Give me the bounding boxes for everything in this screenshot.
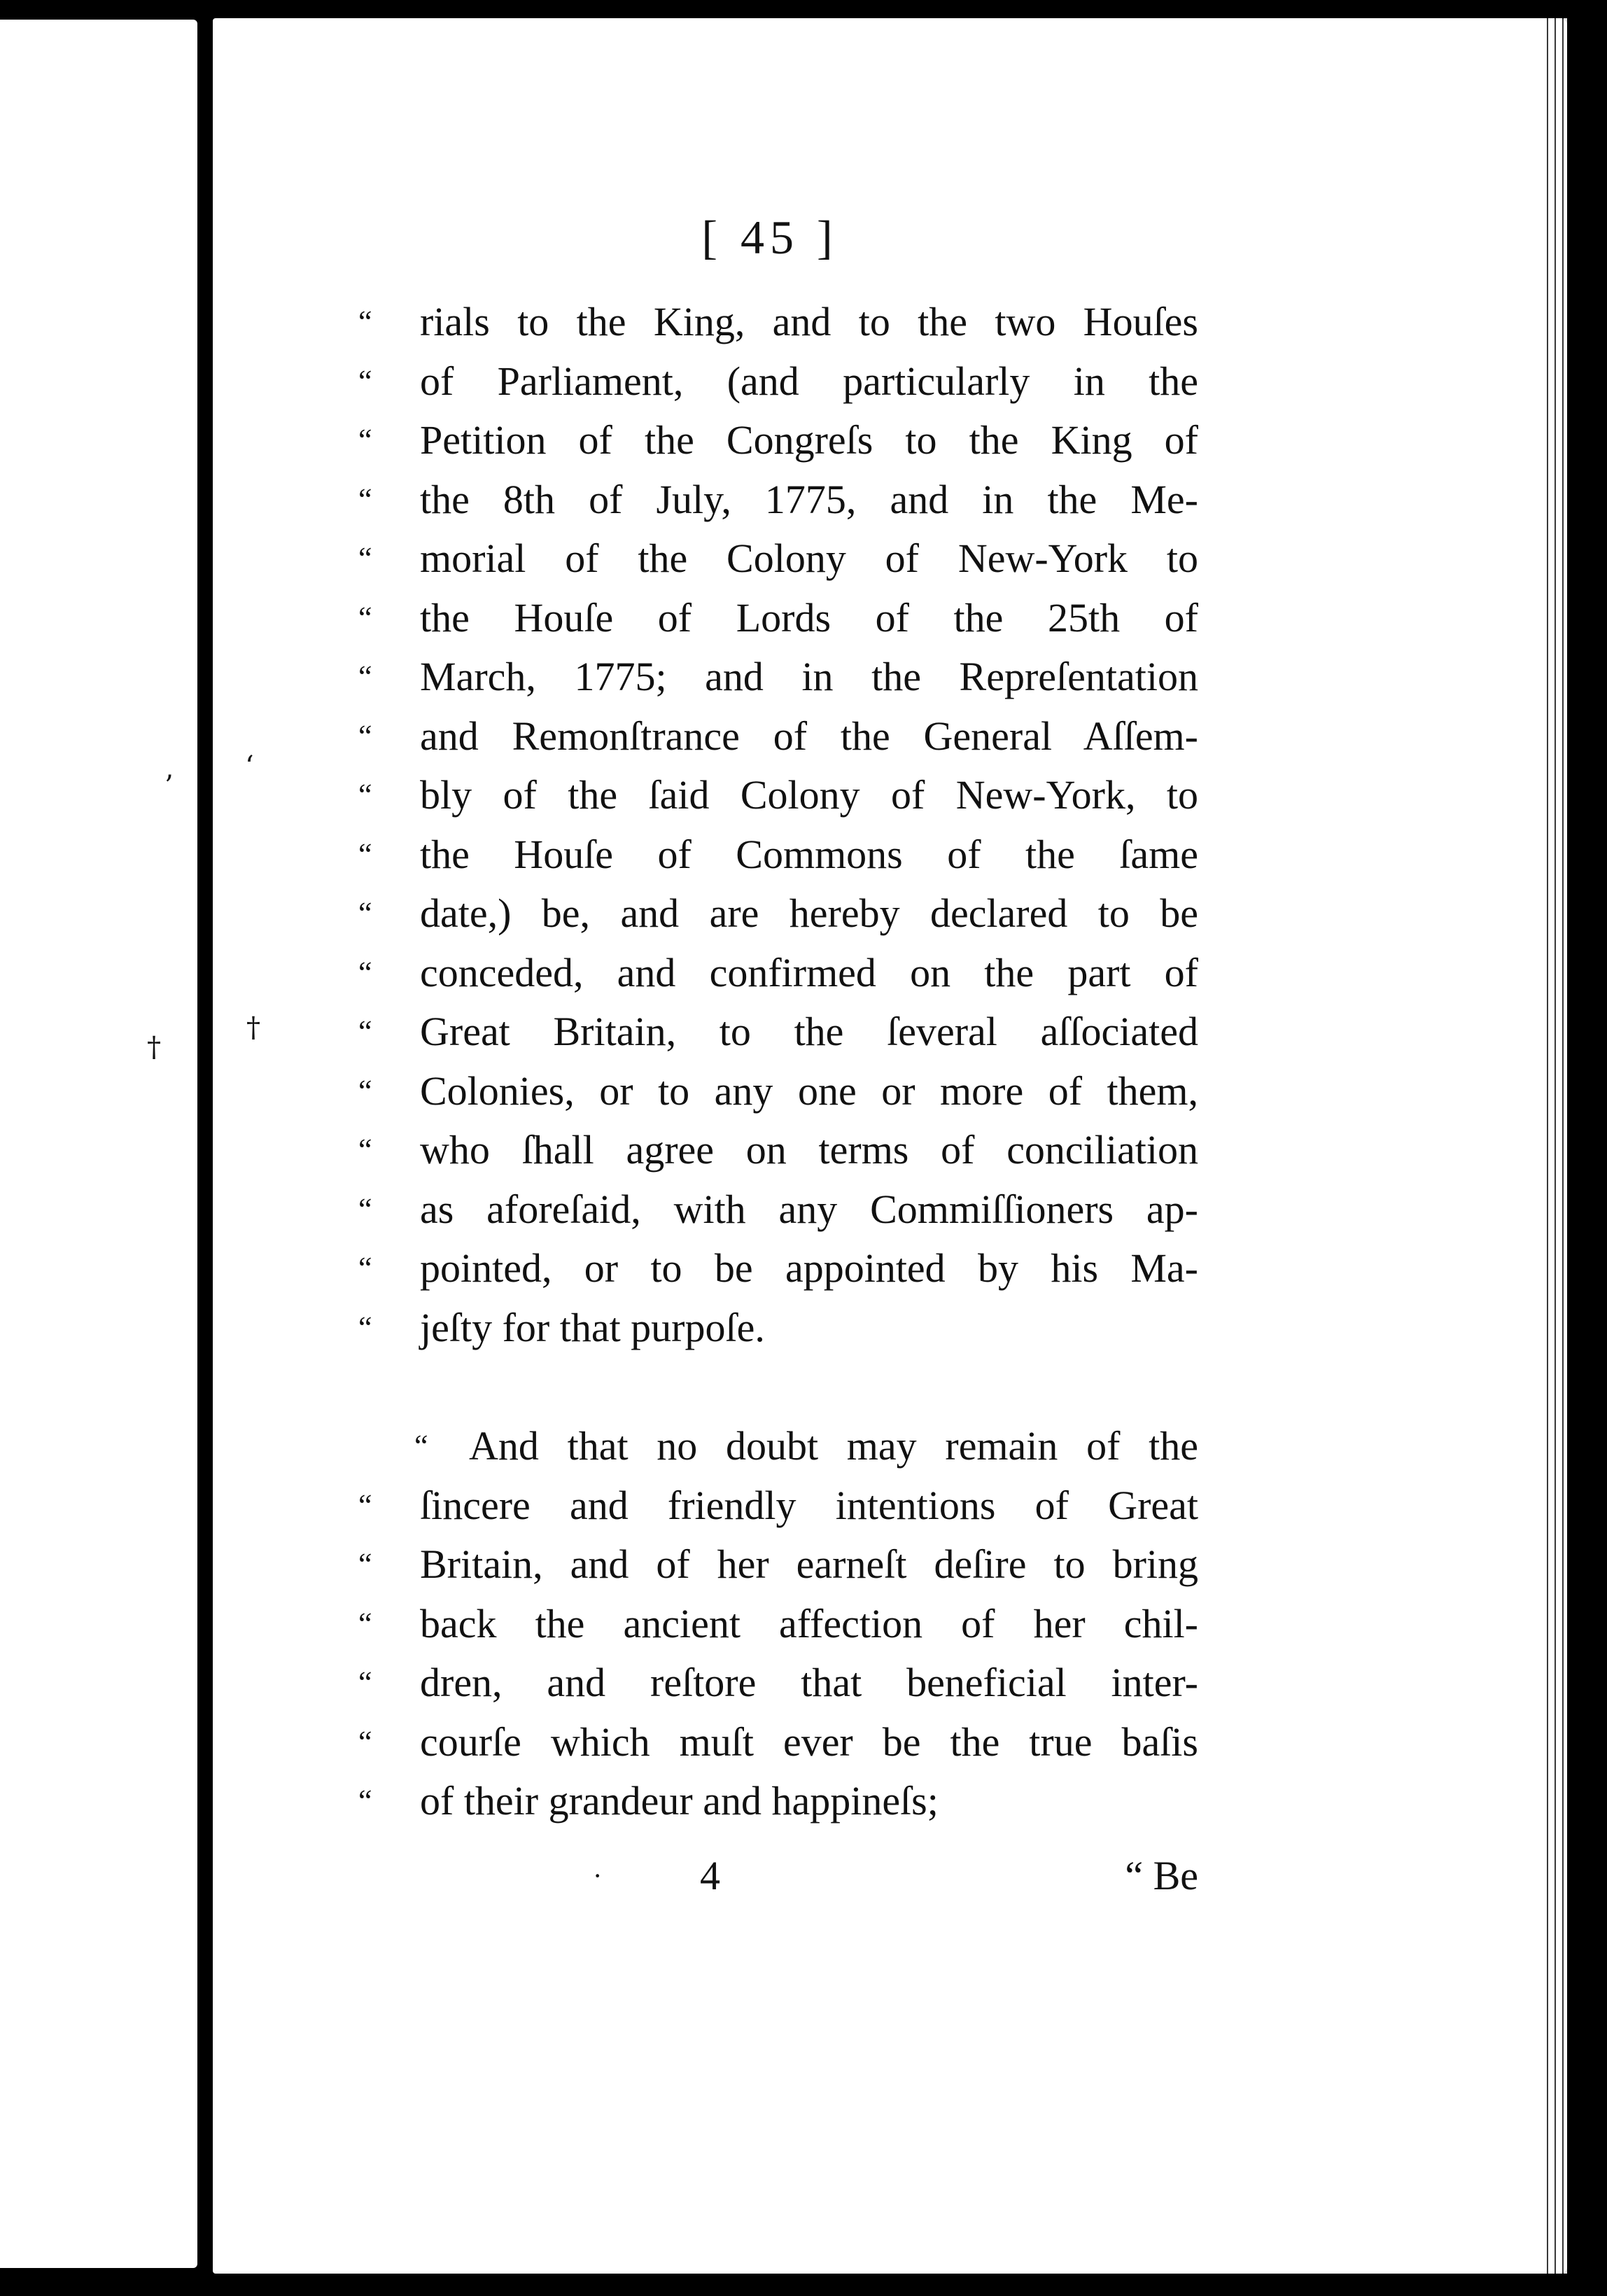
text-line (358, 707, 1198, 766)
body-text (358, 293, 1198, 1905)
text-line (358, 825, 1198, 885)
line-text: bly of the ſaid Colony of New-York, to (420, 772, 1198, 818)
catchword-row (358, 1847, 1198, 1906)
quote-mark: “ (358, 1665, 372, 1700)
text-line (358, 648, 1198, 707)
line-text: of their grandeur and happineſs; (420, 1778, 939, 1823)
page-number: [ 45 ] (701, 211, 838, 264)
quote-mark: “ (358, 896, 372, 930)
text-line (358, 944, 1198, 1003)
text-line (358, 1298, 1198, 1358)
line-text: the 8th of July, 1775, and in the Me- (420, 476, 1198, 522)
line-text: Britain, and of her earneſt deſire to bring (420, 1541, 1198, 1587)
quote-mark: “ (358, 1191, 372, 1226)
text-line (358, 1239, 1198, 1298)
text-line (358, 1121, 1198, 1180)
line-text: rials to the King, and to the two Houſes (420, 299, 1198, 344)
text-line (358, 884, 1198, 944)
line-text: of Parliament, (and particularly in the (420, 358, 1198, 404)
line-text: Petition of the Congreſs to the King of (420, 417, 1198, 463)
book-gutter (197, 0, 213, 2296)
line-text: dren, and reſtore that beneficial inter- (420, 1660, 1198, 1705)
footer-dot: · (593, 1859, 603, 1891)
quote-mark: “ (358, 541, 372, 575)
line-text: jeſty for that purpoſe. (420, 1304, 765, 1350)
text-line (358, 1476, 1198, 1536)
quote-mark: “ (358, 718, 372, 753)
left-page-margin-mark-upper: ’ (164, 770, 174, 802)
quote-mark: “ (358, 1133, 372, 1167)
text-line (358, 1535, 1198, 1595)
text-line (358, 1772, 1198, 1831)
line-text: the Houſe of Commons of the ſame (420, 831, 1198, 877)
quote-mark: “ (358, 955, 372, 990)
quote-mark: “ (358, 1488, 372, 1522)
quote-mark: “ (358, 423, 372, 457)
signature-mark: 4 (700, 1852, 720, 1898)
line-text: pointed, or to be appointed by his Ma- (420, 1245, 1198, 1291)
text-line (358, 1002, 1198, 1062)
quote-mark: “ (358, 1547, 372, 1581)
line-text: date,) be, and are hereby declared to be (420, 890, 1198, 936)
line-text: courſe which muſt ever be the true baſis (420, 1718, 1198, 1765)
quote-mark: “ (358, 304, 372, 339)
paragraph-gap (358, 1357, 1198, 1417)
text-line (358, 1653, 1198, 1713)
text-line (358, 529, 1198, 589)
line-text: Colonies, or to any one or more of them, (420, 1068, 1198, 1114)
line-text: back the ancient affection of her chil- (420, 1600, 1198, 1646)
left-page-margin-mark-lower: † (147, 1031, 161, 1063)
line-text: morial of the Colony of New-York to (420, 536, 1198, 581)
page-edge-shading (1543, 18, 1567, 2274)
line-text: conceded, and confirmed on the part of (420, 949, 1198, 995)
quote-mark: “ (358, 836, 372, 872)
line-text: and Remonſtrance of the General Aſſem- (420, 713, 1198, 759)
quote-mark: “ (358, 1014, 372, 1049)
quote-mark: “ (358, 1784, 372, 1818)
quote-mark: “ (358, 778, 372, 812)
line-text: March, 1775; and in the Repreſentation (420, 654, 1198, 699)
quote-mark: “ (358, 1251, 372, 1285)
paragraph-2 (358, 1417, 1198, 1831)
quote-mark: “ (414, 1429, 428, 1463)
text-line (358, 766, 1198, 825)
quote-mark: “ (358, 659, 372, 694)
text-line (358, 1180, 1198, 1240)
line-text: the Houſe of Lords of the 25th of (420, 594, 1198, 640)
quote-mark: “ (358, 1310, 372, 1345)
text-line (358, 293, 1198, 352)
left-page-sliver (0, 20, 197, 2268)
text-line (358, 470, 1198, 530)
text-line (358, 352, 1198, 412)
line-text: who ſhall agree on terms of conciliation (420, 1127, 1198, 1172)
gutter-margin-mark-upper: ‘ (245, 750, 254, 783)
quote-mark: “ (358, 363, 372, 398)
line-text: And that no doubt may remain of the (469, 1423, 1198, 1469)
paragraph-1 (358, 293, 1198, 1357)
text-line (358, 589, 1198, 648)
quote-mark: “ (358, 1724, 372, 1759)
text-line (358, 1595, 1198, 1654)
catchword: “ Be (1125, 1852, 1198, 1898)
text-line (358, 1713, 1198, 1772)
line-text: as aforeſaid, with any Commiſſioners ap- (420, 1186, 1198, 1232)
text-line (358, 1417, 1198, 1476)
quote-mark: “ (358, 1606, 372, 1641)
line-text: Great Britain, to the ſeveral aſſociated (420, 1009, 1198, 1054)
gutter-margin-mark-lower: † (246, 1011, 260, 1044)
text-line (358, 1062, 1198, 1121)
quote-mark: “ (358, 1073, 372, 1108)
quote-mark: “ (358, 482, 372, 517)
text-line (358, 411, 1198, 470)
line-text: ſincere and friendly intentions of Great (420, 1482, 1198, 1528)
quote-mark: “ (358, 600, 372, 635)
